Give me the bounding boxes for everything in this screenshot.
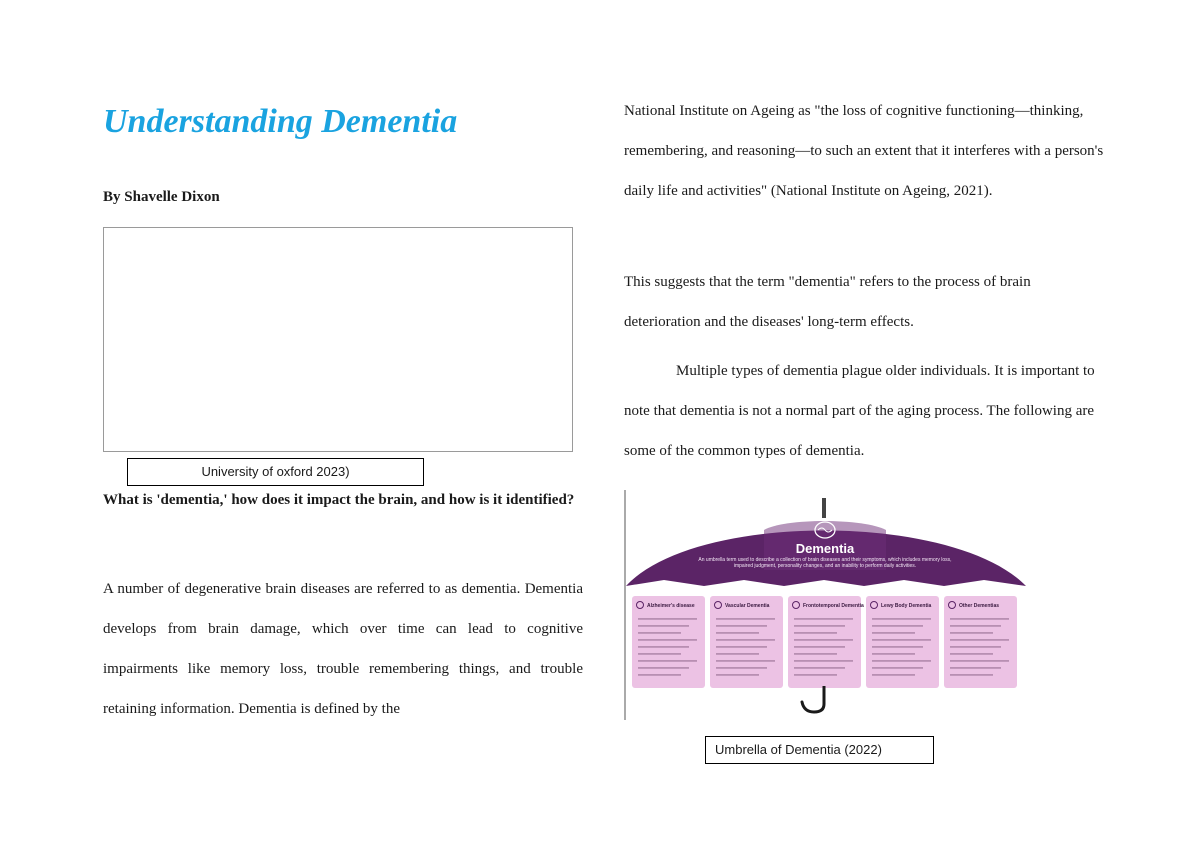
dementia-type-card bbox=[710, 596, 783, 688]
dementia-type-card bbox=[788, 596, 864, 688]
section-heading: What is 'dementia,' how does it impact the brain, and how is it identified? bbox=[103, 492, 575, 508]
right-paragraph-2: This suggests that the term "dementia" refers to the process of brain deterioration and the diseases' long-term effects. bbox=[624, 274, 1031, 330]
image-placeholder bbox=[103, 227, 573, 452]
right-paragraph-1: National Institute on Ageing as "the loss of cognitive functioning—thinking, remembering, and reasoning—to such an extent that it interferes with a person's daily life and activities" (National Institute on Ageing, 2021). bbox=[624, 103, 1104, 199]
card-title: Vascular Dementia bbox=[725, 603, 770, 609]
umbrella-infographic bbox=[624, 490, 1028, 722]
umbrella-handle bbox=[802, 694, 824, 712]
figure-caption: Umbrella of Dementia (2022) bbox=[705, 736, 934, 764]
left-paragraph: A number of degenerative brain diseases are referred to as dementia. Dementia develops from brain damage, which over time can lead to cognitive impairments like memory loss, trouble remembering things, and trouble retaining information. Dementia is defined by the bbox=[103, 581, 583, 717]
card-title: Lewy Body Dementia bbox=[881, 603, 932, 609]
document-title: Understanding Dementia bbox=[103, 103, 458, 140]
dementia-type-card bbox=[632, 596, 705, 688]
card-title: Frontotemporal Dementia bbox=[803, 603, 864, 609]
image-caption: University of oxford 2023) bbox=[127, 458, 424, 486]
right-paragraph-3: Multiple types of dementia plague older individuals. It is important to note that dementia is not a normal part of the aging process. The following are some of the common types of dementia. bbox=[624, 363, 1095, 459]
card-title: Other Dementias bbox=[959, 603, 1000, 609]
byline: By Shavelle Dixon bbox=[103, 189, 220, 205]
dementia-type-card bbox=[866, 596, 939, 688]
infographic-title: Dementia bbox=[795, 541, 855, 556]
dementia-type-card bbox=[944, 596, 1017, 688]
card-title: Alzheimer's disease bbox=[647, 603, 695, 609]
infographic-subtitle: An umbrella term used to describe a collection of brain diseases and their symptoms, which includes memory loss, impaired judgment, personality changes, and an inability to perform daily activities. bbox=[698, 557, 952, 569]
